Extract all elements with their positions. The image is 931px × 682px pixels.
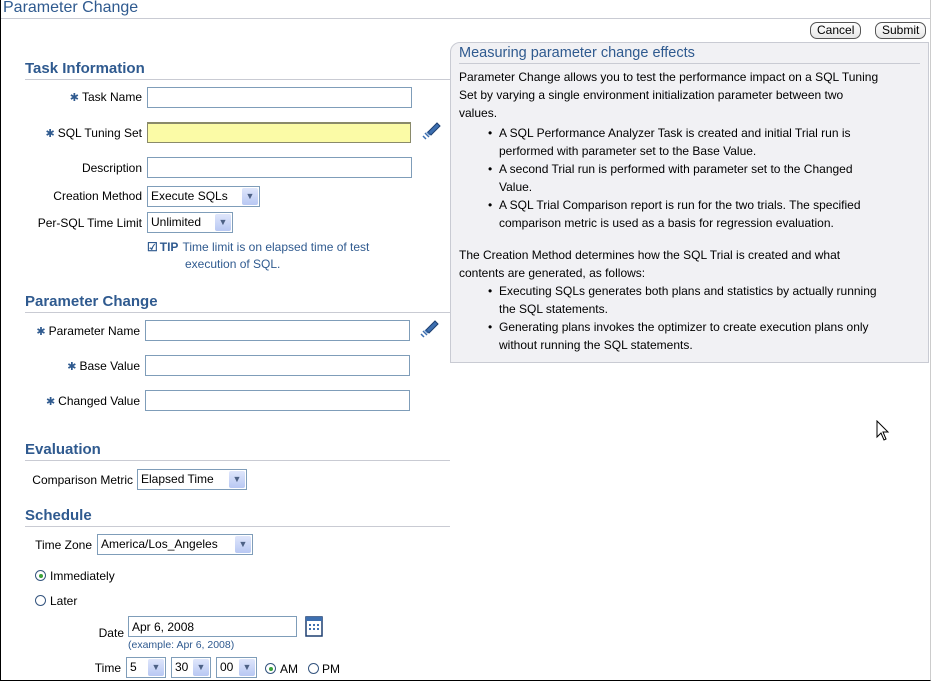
search-flashlight-icon[interactable] [418,318,440,340]
help-text: performed with parameter set to the Base Value. [499,144,757,158]
label-text: SQL Tuning Set [57,126,142,140]
am-radio[interactable] [265,663,276,674]
minute-select[interactable] [171,657,211,678]
comparison-metric-label: Comparison Metric [32,473,133,487]
chevron-down-icon: ▼ [148,659,164,676]
hour-select[interactable] [126,657,166,678]
section-schedule: Schedule [25,507,92,524]
help-panel [450,42,929,363]
date-example: (example: Apr 6, 2008) [128,639,235,651]
selected-value: Unlimited [151,215,202,229]
help-text: Set by varying a single environment initialization parameter between two [459,88,844,102]
label-text: Changed Value [58,394,140,408]
second-select[interactable] [216,657,257,678]
section-divider [25,79,450,80]
base-value-input[interactable] [145,355,410,376]
selected-value: Execute SQLs [151,189,228,203]
required-icon: ✱ [36,326,46,338]
label-text: Parameter Name [48,324,140,338]
section-divider [25,460,450,461]
help-bullet [488,318,920,354]
parameter-name-label [36,324,140,338]
help-paragraph [459,246,920,282]
selected-value: 00 [220,660,234,674]
selected-value: America/Los_Angeles [101,537,218,551]
immediately-label: Immediately [50,569,115,583]
time-zone-label: Time Zone [35,538,92,552]
chevron-down-icon: ▼ [235,536,251,553]
help-bullet [488,282,920,318]
label-text: Task Name [81,90,142,104]
page-title: Parameter Change [3,0,139,16]
help-text: • Generating plans invokes the optimizer to create execution plans only [499,320,869,334]
changed-value-input[interactable] [145,390,410,411]
help-text: values. [459,106,498,120]
selected-value: Elapsed Time [141,472,214,486]
help-text: without running the SQL statements. [499,338,693,352]
required-icon: ✱ [67,361,77,373]
section-parameter-change: Parameter Change [25,293,158,310]
tip-text: execution of SQL. [185,257,281,271]
help-text: The Creation Method determines how the SQL Trial is created and what [459,248,841,262]
task-name-input[interactable] [147,87,412,108]
later-label: Later [50,594,78,608]
section-task-information: Task Information [25,60,145,77]
chevron-down-icon: ▼ [242,188,258,205]
chevron-down-icon: ▼ [239,659,255,676]
section-evaluation: Evaluation [25,441,101,458]
chevron-down-icon: ▼ [215,214,231,231]
time-label: Time [94,661,121,675]
help-text: comparison metric is used as a basis for regression evaluation. [499,216,834,230]
tip-check-icon: ☑ [147,240,158,254]
base-value-label [67,359,140,373]
time-zone-select[interactable] [97,534,253,555]
cancel-button[interactable]: Cancel [810,22,861,39]
help-bullet [488,160,920,196]
calendar-icon[interactable] [305,615,323,637]
am-label: AM [280,662,298,676]
immediately-radio[interactable] [35,570,46,581]
comparison-metric-select[interactable] [137,469,247,490]
required-icon: ✱ [45,128,55,140]
help-text: • A SQL Trial Comparison report is run for the two trials. The specified [499,198,861,212]
creation-method-label: Creation Method [53,189,142,203]
tip-text: Time limit is on elapsed time of test [182,240,370,254]
changed-value-label [46,394,140,408]
help-heading: Measuring parameter change effects [459,45,920,64]
help-bullet [488,196,920,232]
required-icon: ✱ [45,396,56,408]
date-label: Date [98,626,124,640]
sql-tuning-set-input[interactable] [147,122,411,143]
help-paragraph [459,68,920,122]
parameter-name-input[interactable] [145,320,410,341]
help-text: • A SQL Performance Analyzer Task is created and initial Trial run is [499,126,851,140]
search-flashlight-icon[interactable] [420,120,442,142]
label-text: Base Value [79,359,140,373]
help-text: Parameter Change allows you to test the performance impact on a SQL Tuning [459,70,879,84]
help-bullet [488,124,920,160]
chevron-down-icon: ▼ [193,659,209,676]
task-name-label [70,90,142,104]
description-label: Description [81,161,142,175]
selected-value: 30 [175,660,189,674]
help-text: the SQL statements. [499,302,608,316]
tip-label: TIP [159,240,179,254]
help-text: • Executing SQLs generates both plans and statistics by actually running [499,284,877,298]
creation-method-select[interactable] [147,186,260,207]
selected-value: 5 [130,660,137,674]
chevron-down-icon: ▼ [229,471,245,488]
mouse-cursor-icon [876,420,890,442]
pm-radio[interactable] [308,663,319,674]
tip [147,239,437,273]
section-divider [25,312,450,313]
pm-label: PM [322,662,340,676]
time-limit-label: Per-SQL Time Limit [37,216,142,230]
time-limit-select[interactable] [147,212,233,233]
section-divider [25,526,450,527]
description-input[interactable] [147,157,412,178]
sql-tuning-set-label [46,126,143,140]
help-text: Value. [499,180,533,194]
title-divider [1,18,930,19]
required-icon: ✱ [69,92,79,104]
help-text: contents are generated, as follows: [459,266,646,280]
help-text: • A second Trial run is performed with parameter set to the Changed [499,162,853,176]
date-input[interactable] [128,616,297,637]
later-radio[interactable] [35,595,46,606]
submit-button[interactable]: Submit [875,22,926,39]
